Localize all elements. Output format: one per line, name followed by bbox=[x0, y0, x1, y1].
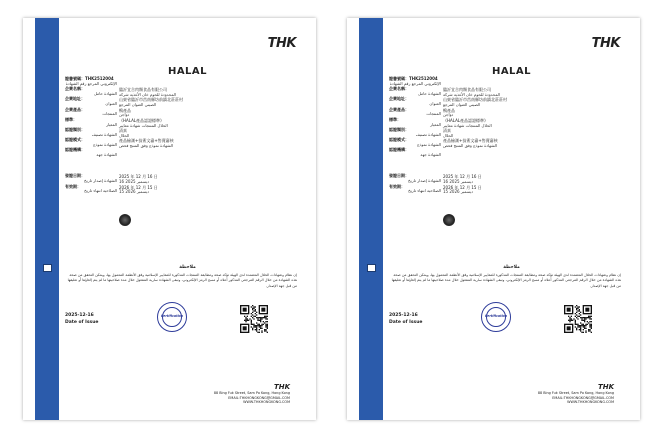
field-row bbox=[389, 87, 619, 97]
footer-email[interactable]: EMAIL:THKHONGKONG@GMAIL.COM bbox=[552, 395, 614, 400]
field-row bbox=[65, 174, 295, 184]
field-label-zh: 企業名稱： bbox=[389, 86, 409, 92]
field-row bbox=[65, 138, 295, 148]
field-label bbox=[65, 174, 117, 184]
field-label-ar: العنوان bbox=[429, 101, 441, 107]
sidebar-stripe bbox=[35, 18, 59, 420]
footer-website[interactable]: WWW.THKHONGKONG.COM bbox=[243, 400, 290, 405]
field-value-ar: الصيني العنوان المرجع bbox=[119, 102, 157, 108]
field-value-zh: 山東省臨沂市莒南縣坊前鎮北莊莊村 bbox=[443, 97, 507, 103]
footer-website[interactable]: WWW.THKHONGKONG.COM bbox=[567, 400, 614, 405]
note-text: إن نظام وشهادات الحلال المعتمدة لدى الهيئة تؤكد صحة ومطابقة المنتجات المذكورة للمعايير الإسلامية وفق الأنظمة المعمول بها، ويمكن التحقق من صحة هذه الشهادة من خلال الرقم المرجعي المذكور أعلاه أو مسح الرمز الإلكتروني، وتبقى الشهادة سارية المفعول خلال مدة صلاحيتها ما لم يتم إلغاؤها أو تعليقها من قبل جهة الإصدار. bbox=[391, 273, 621, 288]
issue-date-label: Date of Issue bbox=[65, 320, 99, 325]
field-label bbox=[389, 174, 441, 184]
field-row bbox=[389, 185, 619, 195]
field-value-ar: 15 ديسمبر 2026 bbox=[119, 189, 150, 195]
field-value-zh: 清真 bbox=[443, 127, 451, 133]
field-label-zh: 證書號碼：THK2512004 bbox=[389, 76, 438, 81]
field-value-ar: الحلال bbox=[443, 132, 454, 138]
seal-icon bbox=[119, 214, 131, 226]
field-label-zh: 認證機構： bbox=[389, 147, 409, 153]
field-row bbox=[65, 118, 295, 128]
field-value bbox=[443, 186, 619, 196]
field-value-ar: الحلال المنتجات شهادة معايير bbox=[119, 122, 168, 128]
field-value-zh: 產品檢測+技術文審+售賣審核 bbox=[443, 138, 498, 144]
stamp-text: Certification bbox=[160, 314, 184, 318]
certificate-title: HALAL bbox=[167, 66, 208, 77]
field-row bbox=[389, 138, 619, 148]
field-label-ar: الشهادة نموذج bbox=[417, 141, 441, 147]
qr-code-icon[interactable] bbox=[240, 305, 268, 333]
field-value-ar: الحلال bbox=[119, 132, 130, 138]
field-label-zh: 認證模式： bbox=[389, 137, 409, 143]
certificate-title: HALAL bbox=[491, 66, 532, 77]
field-label-ar: الشهادة جهة bbox=[420, 152, 441, 158]
fields-block bbox=[389, 77, 619, 195]
field-value-ar: المحدودة للحوم خان الأغذية شركة bbox=[119, 91, 176, 97]
issue-date-label: Date of Issue bbox=[389, 320, 423, 325]
field-label-zh: 有效期： bbox=[65, 183, 81, 189]
fields-block bbox=[65, 77, 295, 195]
field-label-ar: الشهادة جهة bbox=[96, 152, 117, 158]
field-row bbox=[65, 108, 295, 118]
thk-logo: THK bbox=[267, 36, 296, 51]
field-label-ar: العنوان bbox=[105, 101, 117, 107]
sidebar-marker bbox=[367, 264, 376, 272]
field-label bbox=[65, 97, 117, 107]
footer-logo: THK bbox=[597, 383, 614, 391]
footer-logo: THK bbox=[273, 383, 290, 391]
field-value-zh: 臨沂宜合肉類食品有限公司 bbox=[443, 87, 491, 93]
field-value-zh: 臨沂宜合肉類食品有限公司 bbox=[119, 87, 167, 93]
field-label-ar: الإلكتروني المرجع رقم الشهادة bbox=[65, 80, 117, 86]
field-value bbox=[119, 186, 295, 196]
field-label bbox=[389, 108, 441, 118]
field-value-zh: 2026 年 12 月 15 日 bbox=[443, 184, 482, 190]
certification-stamp bbox=[157, 302, 187, 332]
field-row bbox=[389, 174, 619, 184]
field-label-ar: الإلكتروني المرجع رقم الشهادة bbox=[389, 80, 441, 86]
field-label-ar: المعيار bbox=[106, 121, 117, 127]
field-label-zh: 認證類別： bbox=[65, 126, 85, 132]
field-label-zh: 發證日期： bbox=[389, 173, 409, 179]
field-label-ar: الشهادة إصدار تاريخ bbox=[84, 178, 117, 184]
field-label bbox=[389, 97, 441, 107]
qr-code-icon[interactable] bbox=[564, 305, 592, 333]
footer bbox=[538, 383, 614, 405]
note-text: إن نظام وشهادات الحلال المعتمدة لدى الهيئة تؤكد صحة ومطابقة المنتجات المذكورة للمعايير الإسلامية وفق الأنظمة المعمول بها، ويمكن التحقق من صحة هذه الشهادة من خلال الرقم المرجعي المذكور أعلاه أو مسح الرمز الإلكتروني، وتبقى الشهادة سارية المفعول خلال مدة صلاحيتها ما لم يتم إلغاؤها أو تعليقها من قبل جهة الإصدار. bbox=[67, 273, 297, 288]
field-row bbox=[65, 97, 295, 107]
field-value-zh: 2025 年 12 月 16 日 bbox=[119, 174, 158, 180]
field-label-zh: 企業名稱： bbox=[65, 86, 85, 92]
field-row bbox=[65, 148, 295, 174]
field-label-zh: 企業地址： bbox=[389, 96, 409, 102]
field-label-zh: 發證日期： bbox=[65, 173, 85, 179]
field-label bbox=[65, 185, 117, 195]
field-value-ar: 16 ديسمبر 2025 bbox=[119, 179, 150, 185]
issue-date-block bbox=[389, 312, 422, 326]
field-value-ar: الصيني العنوان المرجع bbox=[443, 102, 481, 108]
certificate-page-1 bbox=[23, 18, 316, 420]
field-label-zh: 企業地址： bbox=[65, 96, 85, 102]
field-value bbox=[443, 139, 619, 149]
field-label-ar: الشهادة حامل bbox=[418, 90, 441, 96]
field-row bbox=[65, 77, 295, 87]
certificate-page-2 bbox=[347, 18, 640, 420]
field-row bbox=[389, 148, 619, 174]
stamp-text: Certification bbox=[484, 314, 508, 318]
field-label-ar: المنتجات bbox=[426, 111, 441, 117]
field-value-zh: 2026 年 12 月 15 日 bbox=[119, 184, 158, 190]
field-label-zh: 標準： bbox=[389, 116, 401, 122]
field-label bbox=[65, 108, 117, 118]
field-label-ar: الشهادة حامل bbox=[94, 90, 117, 96]
field-row bbox=[389, 128, 619, 138]
field-value-ar: الشهادة نموذج وفق المنتج فحص bbox=[443, 142, 497, 148]
field-label-zh: 標準： bbox=[65, 116, 77, 122]
field-label bbox=[65, 118, 117, 128]
sidebar-marker bbox=[43, 264, 52, 272]
field-label-ar: الصلاحية انتهاء تاريخ bbox=[84, 188, 117, 194]
field-row bbox=[389, 108, 619, 118]
field-label-ar: الشهادة تصنيف bbox=[91, 131, 117, 137]
field-value bbox=[119, 119, 295, 129]
field-value bbox=[119, 98, 295, 108]
field-value-zh: 山東省臨沂市莒南縣坊前鎮北莊莊村 bbox=[119, 97, 183, 103]
field-value bbox=[443, 98, 619, 108]
field-label-ar: الشهادة نموذج bbox=[93, 141, 117, 147]
field-value-zh: 清真 bbox=[119, 127, 127, 133]
field-label bbox=[389, 148, 441, 158]
thk-logo: THK bbox=[591, 36, 620, 51]
field-value bbox=[119, 109, 295, 119]
field-label-zh: 企業產品： bbox=[65, 106, 85, 112]
field-label-zh: 認證類別： bbox=[389, 126, 409, 132]
field-label bbox=[389, 118, 441, 128]
field-value bbox=[443, 119, 619, 129]
seal-icon bbox=[443, 214, 455, 226]
issue-date: 2025-12-16 bbox=[65, 313, 94, 318]
field-value-ar: الحلال المنتجات شهادة معايير bbox=[443, 122, 492, 128]
field-label-ar: الشهادة إصدار تاريخ bbox=[408, 178, 441, 184]
sidebar-stripe bbox=[359, 18, 383, 420]
note-title: ملاحظة bbox=[503, 265, 520, 270]
field-value bbox=[443, 175, 619, 185]
field-value-ar: 16 ديسمبر 2025 bbox=[443, 179, 474, 185]
footer-email[interactable]: EMAIL:THKHONGKONG@GMAIL.COM bbox=[228, 395, 290, 400]
field-label-ar: المنتجات bbox=[102, 111, 117, 117]
footer bbox=[214, 383, 290, 405]
field-row bbox=[389, 97, 619, 107]
field-row bbox=[389, 77, 619, 87]
field-label-ar: المعيار bbox=[430, 121, 441, 127]
issue-date: 2025-12-16 bbox=[389, 313, 418, 318]
field-value-zh: 《HALAL產品認證標準》 bbox=[119, 117, 165, 123]
field-value bbox=[119, 175, 295, 185]
field-value-zh: 鴨產品 bbox=[119, 107, 131, 113]
field-value bbox=[443, 109, 619, 119]
field-value-ar: الشهادة نموذج وفق المنتج فحص bbox=[119, 142, 173, 148]
field-value-zh: 產品檢測+技術文審+售賣審核 bbox=[119, 138, 174, 144]
field-value-ar: المحدودة للحوم خان الأغذية شركة bbox=[443, 91, 500, 97]
field-label-zh: 有效期： bbox=[389, 183, 405, 189]
footer-address: 88 Bing Fuk Street, Sam Po Kong, Hong Kong bbox=[213, 391, 290, 395]
field-row bbox=[65, 128, 295, 138]
field-label-zh: 企業產品： bbox=[389, 106, 409, 112]
field-value-ar: 15 ديسمبر 2026 bbox=[443, 189, 474, 195]
certification-stamp bbox=[481, 302, 511, 332]
field-value-zh: 《HALAL產品認證標準》 bbox=[443, 117, 489, 123]
field-label bbox=[389, 185, 441, 195]
field-label-ar: الشهادة تصنيف bbox=[415, 131, 441, 137]
field-value-zh: 鴨產品 bbox=[443, 107, 455, 113]
field-label-ar: الصلاحية انتهاء تاريخ bbox=[408, 188, 441, 194]
field-label bbox=[65, 148, 117, 158]
field-label-zh: 認證模式： bbox=[65, 137, 85, 143]
footer-address: 88 Bing Fuk Street, Sam Po Kong, Hong Kong bbox=[537, 391, 614, 395]
field-value bbox=[119, 139, 295, 149]
field-row bbox=[65, 87, 295, 97]
field-value-ar: دواجن bbox=[119, 112, 130, 118]
field-value-zh: 2025 年 12 月 16 日 bbox=[443, 174, 482, 180]
field-value-ar: دواجن bbox=[443, 112, 454, 118]
field-label-zh: 認證機構： bbox=[65, 147, 85, 153]
field-row bbox=[65, 185, 295, 195]
issue-date-block bbox=[65, 312, 98, 326]
note-title: ملاحظة bbox=[179, 265, 196, 270]
field-label-zh: 證書號碼：THK2512004 bbox=[65, 76, 114, 81]
field-row bbox=[389, 118, 619, 128]
